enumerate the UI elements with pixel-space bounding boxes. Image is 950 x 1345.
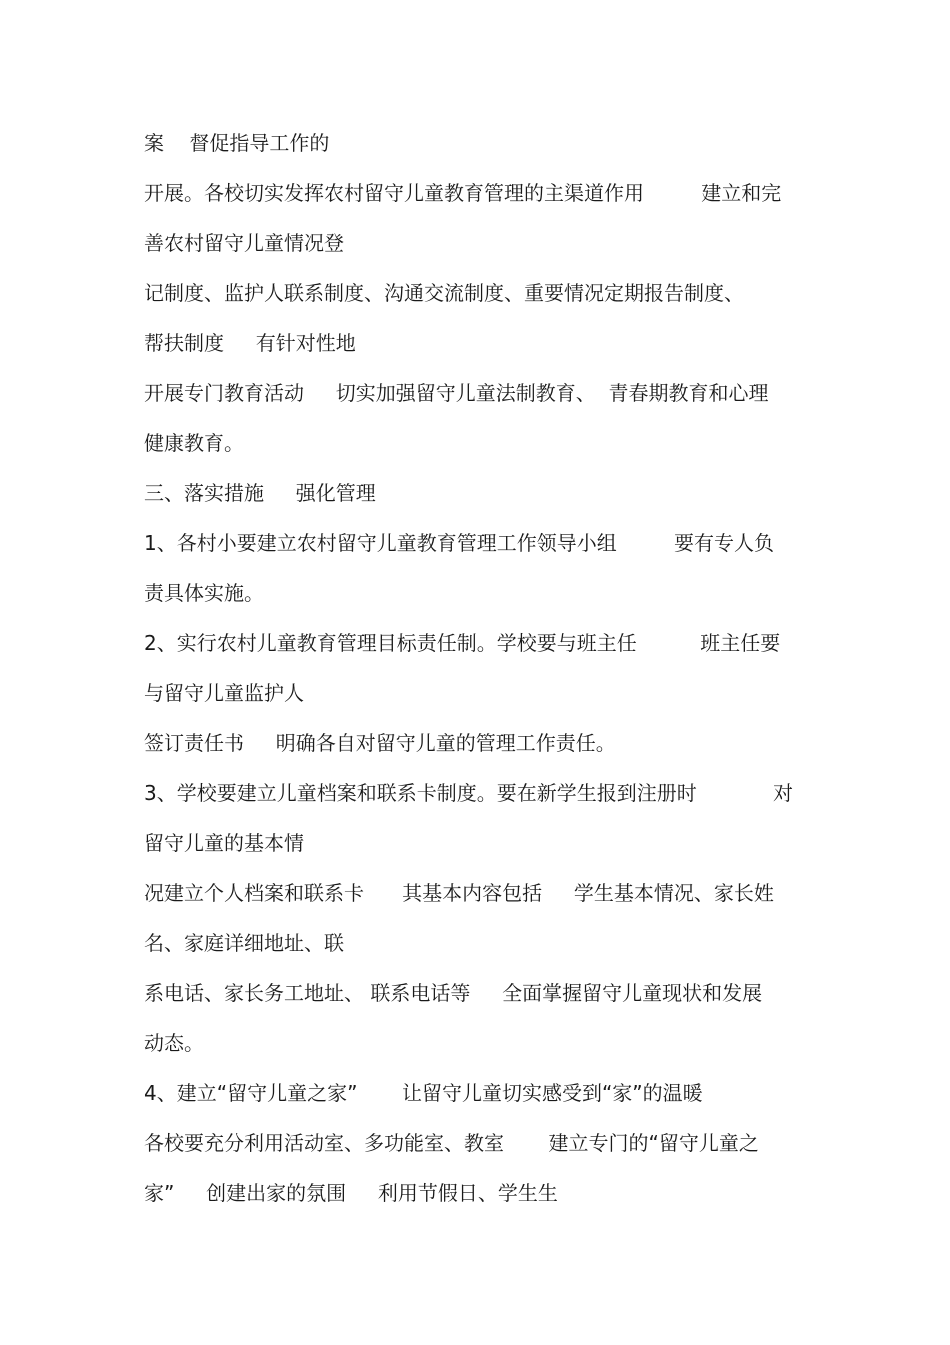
text-line: 健康教育。 xyxy=(144,431,244,455)
text-line: 责具体实施。 xyxy=(144,581,264,605)
text-line: 动态。 xyxy=(144,1031,204,1055)
text-line: 1、各村小要建立农村留守儿童教育管理工作领导小组 要有专人负 xyxy=(144,531,774,555)
text-line: 各校要充分利用活动室、多功能室、教室 建立专门的“留守儿童之 xyxy=(144,1131,759,1155)
text-line: 4、建立“留守儿童之家” 让留守儿童切实感受到“家”的温暖 xyxy=(144,1081,703,1105)
text-line: 帮扶制度 有针对性地 xyxy=(144,331,356,355)
text-line: 系电话、家长务工地址、 联系电话等 全面掌握留守儿童现状和发展 xyxy=(144,981,763,1005)
section-heading: 三、落实措施 强化管理 xyxy=(144,481,376,505)
text-line: 记制度、监护人联系制度、沟通交流制度、重要情况定期报告制度、 xyxy=(144,281,744,305)
text-line: 家” 创建出家的氛围 利用节假日、学生生 xyxy=(144,1181,558,1205)
text-line: 案 督促指导工作的 xyxy=(144,131,330,155)
text-line: 善农村留守儿童情况登 xyxy=(144,231,344,255)
text-line: 2、实行农村儿童教育管理目标责任制。学校要与班主任 班主任要 xyxy=(144,631,781,655)
text-line: 况建立个人档案和联系卡 其基本内容包括 学生基本情况、家长姓 xyxy=(144,881,774,905)
text-line: 开展。各校切实发挥农村留守儿童教育管理的主渠道作用 建立和完 xyxy=(144,181,782,205)
text-line: 3、学校要建立儿童档案和联系卡制度。要在新学生报到注册时 对 xyxy=(144,781,794,805)
text-line: 签订责任书 明确各自对留守儿童的管理工作责任。 xyxy=(144,731,616,755)
text-line: 与留守儿童监护人 xyxy=(144,681,304,705)
text-line: 开展专门教育活动 切实加强留守儿童法制教育、 青春期教育和心理 xyxy=(144,381,769,405)
document-body xyxy=(144,118,814,1218)
text-line: 留守儿童的基本情 xyxy=(144,831,304,855)
text-line: 名、家庭详细地址、联 xyxy=(144,931,344,955)
